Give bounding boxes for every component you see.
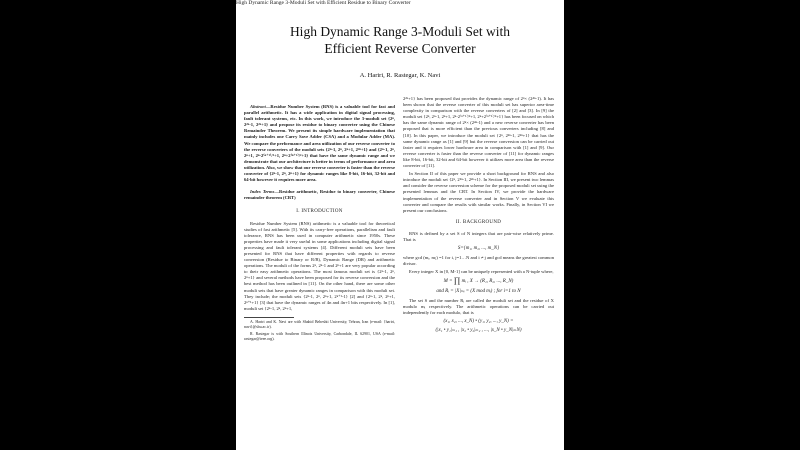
equation-dynamic-range-rhs: mᵢ , X → (R₁, R₂, ..., R_N) [461, 279, 514, 285]
index-terms-text: —Residue arithmetic, Residue to binary converter, Chinese remainder theorem (CRT) [244, 189, 395, 201]
abstract-text: —Residue Number System (RNS) is a valuable tool for fast and parallel arithmetic. It has a wide application in digital signal processing, fault tolerant systems, etc. In this work, we introduce the 3-moduli set {2ⁿ, 2²ⁿ-1, 2²ⁿ+1} and propose its residue to binary converter using the Chinese Remainder Theorem. We present its simple hardware implementation that mainly includes one Carry Save Adder (CSA) and a Modular Adder (MA). We compare the performance and area utilization of our reverse converter to the reverse converters of the moduli sets {2ⁿ-1, 2ⁿ, 2ⁿ+1, 2²ⁿ+1} and {2ⁿ-1, 2ⁿ, 2ⁿ+1, 2ⁿ-2⁽ⁿ⁺¹⁾/²+1, 2ⁿ+2⁽ⁿ⁺¹⁾/²+1} that have the same dynamic range and we demonstrate that our architecture is better in terms of performance and area utilization. Also, we show that our reverse converter is faster than the reverse converter of {2ⁿ-1, 2ⁿ, 2ⁿ+1} for dynamic ranges like 8-bit, 16-bit, 32-bit and 64-bit however it requires more area. [244, 104, 395, 183]
index-terms [244, 189, 395, 201]
background-paragraph-2: where gcd (mᵢ, mⱼ) =1 for i, j=1…N and i ≠ j and gcd means the greatest common divisor. [403, 255, 554, 267]
product-symbol: ∏ [453, 276, 461, 286]
title-line-2: Efficient Reverse Converter [324, 41, 476, 56]
footnote-authors-1: A. Hariri and K. Navi are with Shahid Beheshti University, Tehran, Iran (e-mail: {hariri, navi}@sbu.ac.ir). [244, 319, 395, 329]
section-heading-background: II. BACKGROUND [455, 219, 502, 225]
document-page [236, 0, 564, 450]
footnote-divider [244, 317, 294, 318]
left-column [244, 104, 395, 450]
running-head: High Dynamic Range 3-Moduli Set with Efficient Residue to Binary Converter [236, 0, 411, 6]
background-paragraph-4: The set S and the number Rᵢ are called the moduli set and the residue of X modulo mᵢ respectively. The arithmetic operations can be carried out independently for each modulo, that is [403, 297, 554, 315]
background-paragraph-3: Every integer X in [0, M-1] can be uniquely represented with a N-tuple where, [409, 269, 554, 275]
equation-moduli-set: S={m₁, m₂, ..., m_N} [457, 246, 500, 252]
equation-dynamic-range [403, 278, 554, 285]
equation-operation-rhs: (|x₁ • y₁|ₘ₁ , |x₂ • y₂|ₘ₂ , ..., |x_N • y_N|ₘN) [435, 328, 522, 334]
right-column [403, 96, 554, 450]
background-paragraph-1: RNS is defined by a set S of N integers that are pair-wise relatively prime. That is [403, 230, 554, 242]
paper-authors: A. Hariri, R. Rastegar, K. Navi [359, 72, 441, 79]
equation-dynamic-range-lhs: M = [443, 279, 453, 285]
abstract-lead: Abstract [250, 104, 266, 109]
equation-operation-lhs: (x₁, x₂, ..., x_N) • (y₁, y₂, ..., y_N) = [443, 319, 514, 325]
section-heading-introduction: I. INTRODUCTION [296, 209, 343, 215]
paper-outline-paragraph: In Section II of this paper we provide a short background for RNS and also introduce the moduli set {2ⁿ, 2²ⁿ-1, 2²ⁿ+1}. In Section III, we present two lemmas and consider the reverse conversion scheme for the proposed moduli set using the presented lemmas and the CRT. In Section IV, we provide the hardware implementation of the reverse converter and in Section V we evaluate this converter and compare the results with similar works. Finally, in Section VI we present our conclusions. [403, 171, 554, 213]
paper-title [246, 23, 554, 57]
footnote-authors-2: R. Rastegar is with Southern Illinois University, Carbondale, IL 62901, USA (e-mail: rastegar@ieee.org). [244, 331, 395, 341]
equation-residue: and Rᵢ = |X|ₘᵢ = (X mod mᵢ) ; for i=1 to N [436, 288, 521, 294]
intro-continued-paragraph: 2²ⁿ+1} has been proposed that provides the dynamic range of 2ⁿ× (2⁴ⁿ-1). It has been shown that the reverse converter of this moduli set has superior area-time complexity in comparison with the reverse converters of [2] and [3]. In [9] the moduli set {2ⁿ, 2ⁿ-1, 2ⁿ+1, 2ⁿ-2⁽ⁿ⁺¹⁾/²+1, 2ⁿ+2⁽ⁿ⁺¹⁾/²+1} has been focused on which has the same dynamic range of 2ⁿ× (2⁴ⁿ-1) and a new reverse converter has been proposed that is more efficient than the previous converters including [8] and [10]. In this paper, we introduce the moduli set {2ⁿ, 2²ⁿ-1, 2²ⁿ+1} that has the same dynamic range as [1] and [9] but the reverse conversion can be carried out faster and it requires lower hardware area in comparison with [1] and [9]. Our reverse converter is faster than the reverse converter of [11] for dynamic ranges like 8-bit, 16-bit, 32-bit and 64-bit however it utilizes more area than the reverse converter of [11]. [403, 96, 554, 169]
intro-paragraph: Residue Number System (RNS) arithmetic is a valuable tool for theoretical studies of fast arithmetic [5]. With its carry-free operations, parallelism and fault tolerance, RNS has been used in computer arithmetic since 1950s. These properties have made it very useful in some applications including digital signal processing and fault tolerant systems [4]. Different moduli sets have been presented for RNS that have different properties with regards to reverse conversion (Residue to Binary or R/B), Dynamic Range (DR) and arithmetic operations. The moduli of the forms 2ⁿ, 2ⁿ-1 and 2ⁿ+1 are very popular according to their easy arithmetic operations. The most famous moduli set is {2ⁿ-1, 2ⁿ, 2ⁿ+1} and several methods have been proposed for its reverse conversion and the best method has been outlined in [11]. On the other hand, there are some other moduli sets that have greater dynamic ranges in comparison with this moduli set. They include; the moduli sets {2ⁿ-1, 2ⁿ, 2ⁿ+1, 2ⁿ⁺¹-1} [2] and {2ⁿ-1, 2ⁿ, 2ⁿ+1, 2ⁿ⁺¹+1} [3] that have the dynamic ranges of 4n and 4n+1 bits respectively. In [1], moduli set {2ⁿ-1, 2ⁿ, 2ⁿ+1, [244, 220, 395, 311]
title-line-1: High Dynamic Range 3-Moduli Set with [289, 24, 511, 39]
index-terms-lead: Index Terms [250, 189, 275, 195]
abstract [244, 104, 395, 183]
